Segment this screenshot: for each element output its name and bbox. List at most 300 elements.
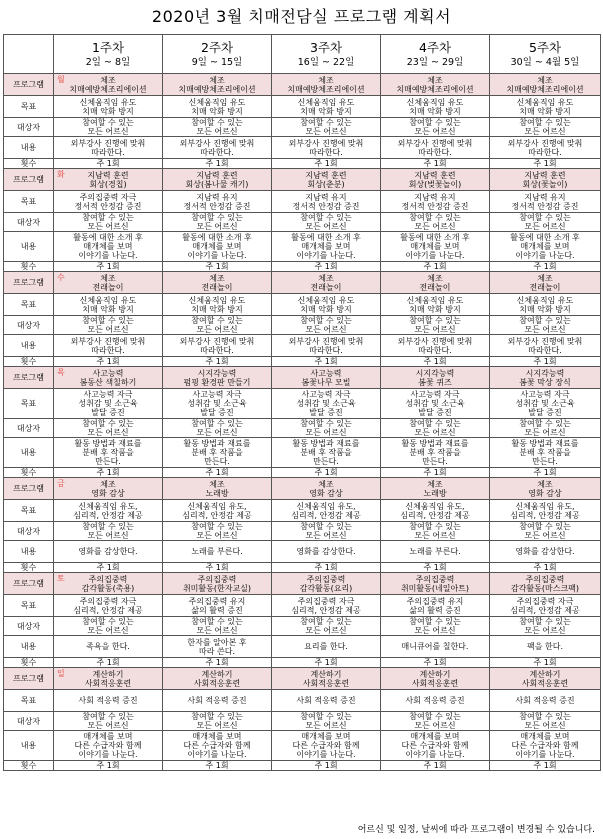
count-text: 주 1회 xyxy=(205,159,229,168)
count-cell xyxy=(272,468,381,478)
content-cell xyxy=(490,232,601,262)
target-text: 참여할 수 있는 모든 어르신 xyxy=(300,118,352,136)
count-text: 주 1회 xyxy=(205,658,229,667)
content-cell xyxy=(272,731,381,761)
goal-cell xyxy=(381,96,490,118)
goal-text: 주의집중력 자극 심리적, 안정감 제공 xyxy=(291,596,361,615)
program-cell xyxy=(272,272,381,294)
week-dates: 9일 ~ 15일 xyxy=(191,56,243,68)
target-cell xyxy=(272,617,381,636)
target-cell xyxy=(272,213,381,232)
program-text: 시지각능력 봄꽃 퀴즈 xyxy=(415,368,455,387)
goal-cell xyxy=(54,595,163,617)
goal-cell xyxy=(490,294,601,316)
weekday-label: 화 xyxy=(57,170,65,179)
row-program xyxy=(4,272,601,294)
row-count xyxy=(4,563,601,573)
program-schedule-table xyxy=(3,34,601,771)
count-cell xyxy=(54,761,163,771)
count-cell xyxy=(381,658,490,668)
row-program xyxy=(4,668,601,690)
row-count xyxy=(4,357,601,367)
goal-cell xyxy=(272,595,381,617)
target-cell xyxy=(381,522,490,541)
row-label: 내용 xyxy=(4,335,54,357)
content-text: 외부강사 진행에 맞춰 따라한다. xyxy=(179,336,255,355)
target-cell xyxy=(272,118,381,137)
content-cell xyxy=(490,636,601,658)
program-text: 주의집중력 감각활동(요리) xyxy=(299,574,353,593)
count-cell xyxy=(54,563,163,573)
target-text: 참여할 수 있는 모든 어르신 xyxy=(519,316,571,334)
count-cell xyxy=(163,563,272,573)
week-dates: 23일 ~ 29일 xyxy=(406,56,464,68)
goal-cell xyxy=(54,294,163,316)
target-cell xyxy=(490,712,601,731)
program-cell xyxy=(272,668,381,690)
target-cell xyxy=(54,118,163,137)
target-text: 참여할 수 있는 모든 어르신 xyxy=(519,419,571,437)
content-cell xyxy=(54,137,163,159)
content-cell xyxy=(381,541,490,563)
count-cell xyxy=(381,563,490,573)
program-cell xyxy=(54,367,163,389)
program-cell xyxy=(490,668,601,690)
program-text: 지남력 훈련 회상(경칩) xyxy=(87,170,129,189)
row-label: 내용 xyxy=(4,731,54,761)
content-text: 활동에 대한 소개 후 매개체를 보며 이야기를 나눈다. xyxy=(73,233,143,260)
target-cell xyxy=(163,118,272,137)
program-text: 체조 전래놀이 xyxy=(529,273,561,292)
target-cell xyxy=(54,712,163,731)
program-cell xyxy=(54,169,163,191)
program-cell xyxy=(490,272,601,294)
count-text: 주 1회 xyxy=(533,357,557,366)
content-cell xyxy=(163,232,272,262)
count-text: 주 1회 xyxy=(423,159,447,168)
program-cell xyxy=(163,272,272,294)
content-text: 활동에 대한 소개 후 매개체를 보며 이야기를 나눈다. xyxy=(291,233,361,260)
week-header xyxy=(163,35,272,74)
program-cell xyxy=(54,272,163,294)
goal-text: 주의집중력 유지 삶의 활력 증진 xyxy=(406,596,464,615)
goal-cell xyxy=(272,389,381,419)
goal-cell xyxy=(54,96,163,118)
count-text: 주 1회 xyxy=(96,658,120,667)
week-header xyxy=(54,35,163,74)
target-cell xyxy=(490,118,601,137)
goal-cell xyxy=(381,294,490,316)
target-cell xyxy=(163,617,272,636)
goal-text: 주의집중력 자극 정서적 안정감 증진 xyxy=(74,192,142,211)
row-label: 대상자 xyxy=(4,118,54,137)
target-text: 참여할 수 있는 모든 어르신 xyxy=(82,712,134,730)
row-target xyxy=(4,617,601,636)
content-cell xyxy=(54,731,163,761)
count-text: 주 1회 xyxy=(314,658,338,667)
content-text: 외부강사 진행에 맞춰 따라한다. xyxy=(288,336,364,355)
row-label: 내용 xyxy=(4,232,54,262)
target-text: 참여할 수 있는 모든 어르신 xyxy=(82,617,134,635)
program-cell xyxy=(163,668,272,690)
target-text: 참여할 수 있는 모든 어르신 xyxy=(191,522,243,540)
row-count xyxy=(4,658,601,668)
program-cell xyxy=(163,74,272,96)
goal-text: 사고능력 자극 성취감 및 소근육 발달 증진 xyxy=(187,390,247,417)
content-cell xyxy=(381,731,490,761)
count-text: 주 1회 xyxy=(205,357,229,366)
content-cell xyxy=(490,335,601,357)
count-text: 주 1회 xyxy=(314,159,338,168)
row-label: 횟수 xyxy=(4,563,54,573)
program-cell xyxy=(381,74,490,96)
count-text: 주 1회 xyxy=(314,262,338,271)
row-target xyxy=(4,316,601,335)
count-text: 주 1회 xyxy=(533,159,557,168)
goal-text: 신체움직임 유도, 심리적, 안정감 제공 xyxy=(73,501,143,520)
count-cell xyxy=(163,658,272,668)
content-text: 활동에 대한 소개 후 매개체를 보며 이야기를 나눈다. xyxy=(400,233,470,260)
count-cell xyxy=(54,357,163,367)
target-text: 참여할 수 있는 모든 어르신 xyxy=(409,522,461,540)
count-cell xyxy=(272,658,381,668)
goal-cell xyxy=(163,191,272,213)
week-dates: 16일 ~ 22일 xyxy=(297,56,355,68)
week-name: 5주차 xyxy=(528,39,562,55)
weekday-label: 월 xyxy=(57,75,65,84)
row-label: 목표 xyxy=(4,96,54,118)
row-label: 프로그램 xyxy=(4,573,54,595)
content-text: 활동 방법과 재료를 분배 후 작품을 만든다. xyxy=(292,439,360,466)
program-text: 계산하기 사회적응훈련 xyxy=(193,669,241,688)
count-text: 주 1회 xyxy=(423,357,447,366)
week-header xyxy=(490,35,601,74)
content-text: 매개체를 보며 다른 수급자와 함께 이야기를 나눈다. xyxy=(292,732,360,759)
content-text: 매개체를 보며 다른 수급자와 함께 이야기를 나눈다. xyxy=(511,732,579,759)
row-label: 목표 xyxy=(4,191,54,213)
target-cell xyxy=(490,617,601,636)
content-text: 활동 방법과 재료를 분배 후 작품을 만든다. xyxy=(183,439,251,466)
row-label: 대상자 xyxy=(4,419,54,438)
row-label: 횟수 xyxy=(4,159,54,169)
row-count xyxy=(4,761,601,771)
target-cell xyxy=(490,522,601,541)
count-cell xyxy=(54,658,163,668)
content-text: 외부강사 진행에 맞춰 따라한다. xyxy=(70,138,146,157)
content-text: 외부강사 진행에 맞춰 따라한다. xyxy=(397,336,473,355)
content-cell xyxy=(54,636,163,658)
goal-text: 사회 적응력 증진 xyxy=(187,696,247,705)
row-label: 내용 xyxy=(4,636,54,658)
goal-text: 신체움직임 유도 치매 악화 방지 xyxy=(188,295,246,314)
content-text: 한자를 알아본 후 따라 쓴다. xyxy=(187,637,247,656)
count-text: 주 1회 xyxy=(533,468,557,477)
program-cell xyxy=(381,668,490,690)
target-text: 참여할 수 있는 모든 어르신 xyxy=(191,419,243,437)
count-cell xyxy=(54,468,163,478)
program-text: 체조 치매예방체조리에이션 xyxy=(506,75,584,94)
row-goal xyxy=(4,96,601,118)
target-text: 참여할 수 있는 모든 어르신 xyxy=(191,118,243,136)
goal-text: 신체움직임 유도 치매 악화 방지 xyxy=(516,295,574,314)
goal-cell xyxy=(381,191,490,213)
count-cell xyxy=(490,357,601,367)
content-cell xyxy=(272,438,381,468)
count-text: 주 1회 xyxy=(423,468,447,477)
program-cell xyxy=(272,367,381,389)
goal-cell xyxy=(490,191,601,213)
goal-text: 사고능력 자극 성취감 및 소근육 발달 증진 xyxy=(78,390,138,417)
program-cell xyxy=(381,367,490,389)
content-cell xyxy=(490,137,601,159)
program-cell xyxy=(54,74,163,96)
row-content xyxy=(4,335,601,357)
program-cell xyxy=(490,478,601,500)
content-text: 외부강사 진행에 맞춰 따라한다. xyxy=(288,138,364,157)
row-target xyxy=(4,522,601,541)
count-text: 주 1회 xyxy=(205,761,229,770)
content-text: 팩을 한다. xyxy=(527,642,563,651)
row-content xyxy=(4,541,601,563)
goal-text: 사고능력 자극 성취감 및 소근육 발달 증진 xyxy=(296,390,356,417)
program-text: 주의집중력 감각활동(마스크팩) xyxy=(510,574,580,593)
content-cell xyxy=(381,335,490,357)
row-label: 프로그램 xyxy=(4,478,54,500)
content-text: 족욕을 한다. xyxy=(86,642,130,651)
program-text: 체조 영화 감상 xyxy=(91,479,125,498)
program-cell xyxy=(163,573,272,595)
weekday-label: 목 xyxy=(57,368,65,377)
program-cell xyxy=(381,573,490,595)
count-text: 주 1회 xyxy=(314,563,338,572)
row-label: 횟수 xyxy=(4,658,54,668)
program-text: 체조 노래방 xyxy=(423,479,447,498)
target-cell xyxy=(163,316,272,335)
goal-text: 지남력 유지 정서적 안정감 증진 xyxy=(292,192,360,211)
row-label: 내용 xyxy=(4,137,54,159)
goal-cell xyxy=(272,500,381,522)
count-cell xyxy=(490,262,601,272)
target-cell xyxy=(54,522,163,541)
row-goal xyxy=(4,294,601,316)
program-cell xyxy=(490,367,601,389)
row-program xyxy=(4,367,601,389)
content-text: 노래를 부른다. xyxy=(191,547,243,556)
row-label: 목표 xyxy=(4,294,54,316)
program-text: 계산하기 사회적응훈련 xyxy=(302,669,350,688)
row-label: 프로그램 xyxy=(4,169,54,191)
program-text: 시지각능력 봄꽃 막상 장식 xyxy=(519,368,571,387)
row-label: 목표 xyxy=(4,389,54,419)
week-name: 3주차 xyxy=(309,39,343,55)
week-header-row xyxy=(4,35,601,74)
target-cell xyxy=(272,316,381,335)
target-text: 참여할 수 있는 모든 어르신 xyxy=(409,213,461,231)
target-cell xyxy=(381,316,490,335)
goal-text: 신체움직임 유도, 심리적, 안정감 제공 xyxy=(400,501,470,520)
goal-text: 사회 적응력 증진 xyxy=(296,696,356,705)
count-text: 주 1회 xyxy=(96,563,120,572)
row-goal xyxy=(4,595,601,617)
target-cell xyxy=(272,712,381,731)
row-target xyxy=(4,213,601,232)
count-text: 주 1회 xyxy=(96,761,120,770)
row-label: 프로그램 xyxy=(4,367,54,389)
goal-text: 신체움직임 유도 치매 악화 방지 xyxy=(79,295,137,314)
goal-text: 사회 적응력 증진 xyxy=(405,696,465,705)
count-text: 주 1회 xyxy=(423,761,447,770)
target-text: 참여할 수 있는 모든 어르신 xyxy=(82,213,134,231)
row-goal xyxy=(4,191,601,213)
week-header xyxy=(381,35,490,74)
goal-cell xyxy=(163,389,272,419)
footer-note: 어르신 및 일정, 날씨에 따라 프로그램이 변경될 수 있습니다. xyxy=(357,825,595,835)
program-text: 체조 영화 감상 xyxy=(309,479,343,498)
program-text: 지남력 훈련 회상(춘분) xyxy=(305,170,347,189)
weekday-label: 토 xyxy=(57,574,65,583)
count-cell xyxy=(272,357,381,367)
content-cell xyxy=(381,636,490,658)
content-cell xyxy=(163,438,272,468)
goal-cell xyxy=(490,500,601,522)
target-cell xyxy=(163,522,272,541)
program-cell xyxy=(272,74,381,96)
goal-cell xyxy=(272,294,381,316)
content-text: 외부강사 진행에 맞춰 따라한다. xyxy=(507,336,583,355)
content-text: 활동 방법과 재료를 분배 후 작품을 만든다. xyxy=(401,439,469,466)
content-cell xyxy=(272,137,381,159)
corner-cell xyxy=(4,35,54,74)
content-cell xyxy=(163,335,272,357)
target-cell xyxy=(163,419,272,438)
program-text: 체조 전래놀이 xyxy=(310,273,342,292)
goal-cell xyxy=(163,96,272,118)
row-program xyxy=(4,74,601,96)
goal-text: 사회 적응력 증진 xyxy=(515,696,575,705)
goal-cell xyxy=(54,389,163,419)
row-target xyxy=(4,419,601,438)
program-cell xyxy=(490,169,601,191)
target-cell xyxy=(381,712,490,731)
count-text: 주 1회 xyxy=(533,761,557,770)
content-cell xyxy=(272,636,381,658)
program-text: 체조 전래놀이 xyxy=(201,273,233,292)
content-text: 영화를 감상한다. xyxy=(78,547,138,556)
week-header xyxy=(272,35,381,74)
count-cell xyxy=(163,761,272,771)
target-cell xyxy=(381,213,490,232)
count-cell xyxy=(490,563,601,573)
row-label: 목표 xyxy=(4,500,54,522)
target-text: 참여할 수 있는 모든 어르신 xyxy=(191,712,243,730)
row-goal xyxy=(4,690,601,712)
count-cell xyxy=(272,563,381,573)
count-text: 주 1회 xyxy=(314,761,338,770)
row-target xyxy=(4,712,601,731)
goal-cell xyxy=(163,690,272,712)
count-text: 주 1회 xyxy=(533,262,557,271)
count-text: 주 1회 xyxy=(96,468,120,477)
goal-text: 신체움직임 유도 치매 악화 방지 xyxy=(406,97,464,116)
program-text: 사고능력 봄동산 색칠하기 xyxy=(79,368,137,387)
count-cell xyxy=(163,159,272,169)
content-text: 매니큐어를 칠한다. xyxy=(401,642,469,651)
goal-cell xyxy=(381,595,490,617)
goal-cell xyxy=(54,500,163,522)
count-text: 주 1회 xyxy=(96,159,120,168)
content-text: 영화를 감상한다. xyxy=(515,547,575,556)
target-cell xyxy=(272,522,381,541)
count-text: 주 1회 xyxy=(314,357,338,366)
target-cell xyxy=(163,712,272,731)
target-text: 참여할 수 있는 모든 어르신 xyxy=(82,316,134,334)
row-count xyxy=(4,159,601,169)
program-text: 체조 치매예방체조리에이션 xyxy=(396,75,474,94)
content-cell xyxy=(381,232,490,262)
target-text: 참여할 수 있는 모든 어르신 xyxy=(191,617,243,635)
count-cell xyxy=(163,468,272,478)
count-text: 주 1회 xyxy=(423,563,447,572)
content-text: 외부강사 진행에 맞춰 따라한다. xyxy=(507,138,583,157)
row-label: 목표 xyxy=(4,595,54,617)
count-text: 주 1회 xyxy=(96,262,120,271)
target-text: 참여할 수 있는 모든 어르신 xyxy=(300,522,352,540)
row-label: 횟수 xyxy=(4,357,54,367)
program-text: 체조 전래놀이 xyxy=(92,273,124,292)
target-text: 참여할 수 있는 모든 어르신 xyxy=(300,617,352,635)
content-cell xyxy=(163,636,272,658)
goal-cell xyxy=(54,690,163,712)
target-text: 참여할 수 있는 모든 어르신 xyxy=(300,316,352,334)
count-text: 주 1회 xyxy=(533,658,557,667)
content-cell xyxy=(163,137,272,159)
target-text: 참여할 수 있는 모든 어르신 xyxy=(409,118,461,136)
goal-text: 지남력 유지 정서적 안정감 증진 xyxy=(401,192,469,211)
row-program xyxy=(4,169,601,191)
count-text: 주 1회 xyxy=(205,563,229,572)
week-name: 1주차 xyxy=(91,39,125,55)
program-text: 주의집중력 취미활동(네일아트) xyxy=(400,574,470,593)
target-text: 참여할 수 있는 모든 어르신 xyxy=(82,419,134,437)
content-text: 외부강사 진행에 맞춰 따라한다. xyxy=(179,138,255,157)
content-cell xyxy=(54,541,163,563)
row-label: 횟수 xyxy=(4,468,54,478)
count-cell xyxy=(54,262,163,272)
row-program xyxy=(4,573,601,595)
program-text: 체조 치매예방체조리에이션 xyxy=(178,75,256,94)
count-text: 주 1회 xyxy=(205,468,229,477)
target-text: 참여할 수 있는 모든 어르신 xyxy=(409,617,461,635)
count-cell xyxy=(381,468,490,478)
content-text: 영화를 감상한다. xyxy=(296,547,356,556)
count-text: 주 1회 xyxy=(423,658,447,667)
content-text: 매개체를 보며 다른 수급자와 함께 이야기를 나눈다. xyxy=(74,732,142,759)
goal-text: 사회 적응력 증진 xyxy=(78,696,138,705)
goal-cell xyxy=(272,191,381,213)
row-label: 목표 xyxy=(4,690,54,712)
count-cell xyxy=(490,658,601,668)
content-cell xyxy=(490,731,601,761)
target-cell xyxy=(54,419,163,438)
weekday-label: 수 xyxy=(57,273,65,282)
week-name: 2주차 xyxy=(200,39,234,55)
program-text: 체조 치매예방체조리에이션 xyxy=(287,75,365,94)
content-cell xyxy=(272,541,381,563)
count-text: 주 1회 xyxy=(533,563,557,572)
target-text: 참여할 수 있는 모든 어르신 xyxy=(191,213,243,231)
target-cell xyxy=(490,213,601,232)
content-cell xyxy=(54,232,163,262)
